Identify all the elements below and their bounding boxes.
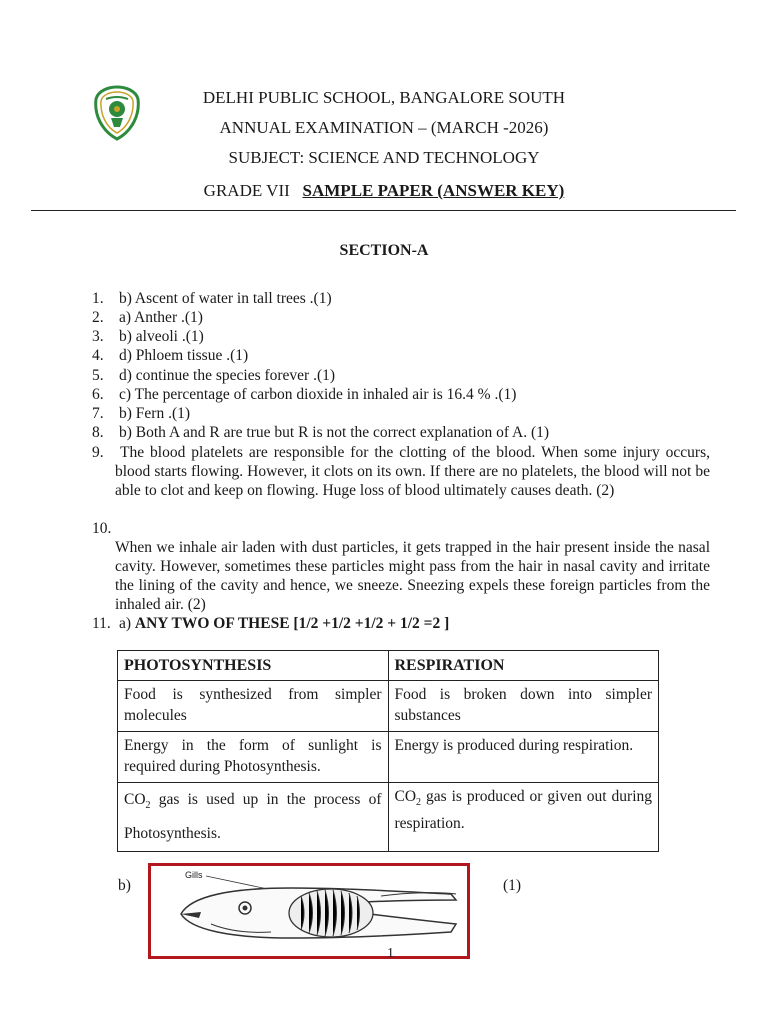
answer-number: 3. (92, 328, 104, 345)
q11-instruction: ANY TWO OF THESE [1/2 +1/2 +1/2 + 1/2 =2 ] (134, 615, 450, 632)
table-row (118, 681, 659, 732)
answer-number: 10. (92, 520, 112, 537)
co2-text: CO (124, 791, 146, 808)
table-header-row (118, 651, 659, 681)
co2-text: CO (394, 788, 417, 805)
answer-text: b) Both A and R are true but R is not the correct explanation of A. (1) (119, 424, 550, 441)
grade-line (0, 181, 768, 201)
subject-line: SUBJECT: SCIENCE AND TECHNOLOGY (228, 148, 540, 167)
fish-gills-diagram (148, 863, 470, 959)
grade-label: GRADE VII (203, 181, 290, 200)
table-row (118, 783, 659, 852)
answer-number: 1. (92, 290, 104, 307)
part-b-label: b) (118, 877, 131, 894)
comparison-table (117, 650, 659, 852)
paper-title: SAMPLE PAPER (ANSWER KEY) (302, 181, 565, 200)
school-name: DELHI PUBLIC SCHOOL, BANGALORE SOUTH (202, 88, 566, 107)
part-a-label: a) (119, 615, 132, 632)
answer-10-text: When we inhale air laden with dust particles, it gets trapped in the hair present inside the nasal cavity. However, sometimes these particles might pass from the hair in nasal cavity and irritate the lining of the cavity and hence, we sneeze. Sneezing expels these foreign particles from the inhaled air. (2) (115, 539, 710, 613)
answer-number: 4. (92, 347, 104, 364)
co2-subscript: 2 (416, 797, 422, 809)
co2-subscript: 2 (145, 800, 151, 812)
page-number: 1 (387, 946, 394, 961)
table-cell: Energy is produced during respiration. (388, 732, 659, 783)
answer-number: 6. (92, 386, 104, 403)
answer-text: c) The percentage of carbon dioxide in inhaled air is 16.4 % .(1) (119, 386, 517, 403)
answer-text: d) continue the species forever .(1) (119, 367, 336, 384)
section-title: SECTION-A (339, 242, 429, 259)
answer-9-text: The blood platelets are responsible for the clotting of the blood. When some injury occurs, blood starts flowing. However, it clots on its own. If there are no platelets, the blood will not be able to clot and keep on flowing. Huge loss of blood ultimately causes death. (2) (115, 444, 710, 499)
answer-number: 9. (92, 444, 104, 461)
answer-text: b) Ascent of water in tall trees .(1) (119, 290, 332, 307)
part-b-marks: (1) (503, 877, 522, 894)
header-divider (31, 210, 736, 211)
cell-text: gas is produced or given out during respiration. (394, 788, 652, 833)
table-cell (388, 783, 659, 852)
answer-number: 8. (92, 424, 104, 441)
table-row (118, 732, 659, 783)
table-cell: Food is synthesized from simpler molecules (118, 681, 389, 732)
answer-text: a) Anther .(1) (119, 309, 203, 326)
q11-part-a (119, 614, 449, 633)
answer-number: 7. (92, 405, 104, 422)
column-header: RESPIRATION (388, 651, 659, 681)
column-header: PHOTOSYNTHESIS (118, 651, 389, 681)
answer-text: b) alveoli .(1) (119, 328, 204, 345)
answer-text: b) Fern .(1) (119, 405, 191, 422)
table-cell (118, 783, 389, 852)
exam-title: ANNUAL EXAMINATION – (MARCH -2026) (219, 118, 549, 137)
cell-text: gas is used up in the process of Photosynthesis. (124, 791, 382, 843)
table-cell: Food is broken down into simpler substances (388, 681, 659, 732)
answer-text: d) Phloem tissue .(1) (119, 347, 249, 364)
answer-number: 5. (92, 367, 104, 384)
diagram-label: Gills (185, 870, 203, 880)
table-cell: Energy in the form of sunlight is required during Photosynthesis. (118, 732, 389, 783)
answer-number: 2. (92, 309, 104, 326)
answer-number: 11. (92, 615, 111, 632)
